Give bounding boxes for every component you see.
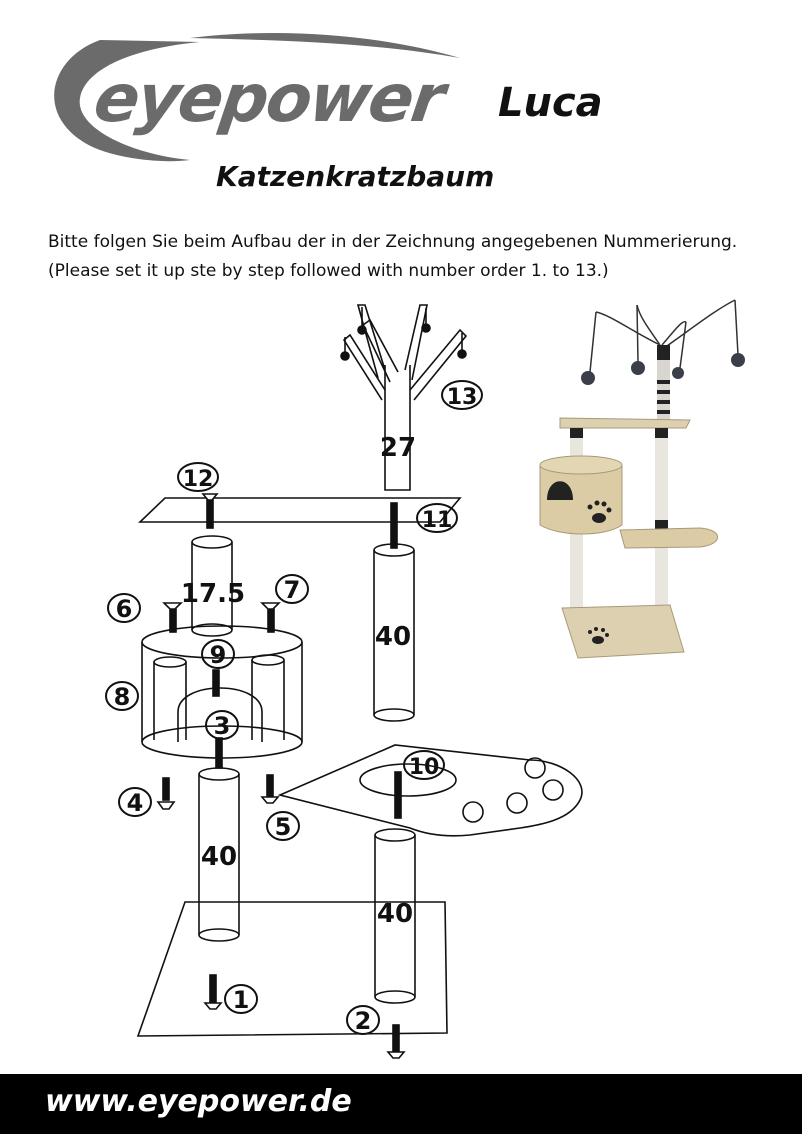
step-number-10: 10 [408, 755, 440, 780]
screw-3 [216, 738, 222, 768]
model-name: Luca [498, 80, 603, 126]
post-label-top: 27 [379, 433, 417, 463]
step-number-12: 12 [182, 467, 214, 492]
screw-4 [163, 778, 169, 800]
post-label-right-upper: 40 [374, 622, 412, 652]
screw-1 [210, 975, 216, 1003]
step-number-3: 3 [213, 712, 231, 740]
screw-11 [391, 503, 397, 548]
screw-10 [395, 772, 401, 818]
post-label-lower-left: 40 [200, 842, 238, 872]
screw-6 [170, 606, 176, 632]
footer-bar [0, 1074, 802, 1134]
post-label-small: 17.5 [180, 579, 246, 609]
assembly-diagram [100, 290, 600, 1070]
step-number-5: 5 [274, 813, 292, 841]
step-number-9: 9 [209, 641, 227, 669]
step-number-6: 6 [115, 595, 133, 623]
screw-9 [213, 670, 219, 696]
product-photo [528, 292, 748, 662]
instructions-text [48, 228, 788, 286]
step-number-13: 13 [446, 385, 478, 410]
post-label-lower-right: 40 [376, 899, 414, 929]
screw-12 [207, 498, 213, 528]
screw-5 [267, 775, 273, 797]
screw-7 [268, 606, 274, 632]
upper-platform [140, 498, 460, 522]
brand-logo-text: eyepower [89, 60, 448, 137]
step-number-11: 11 [421, 508, 453, 533]
screw-2 [393, 1025, 399, 1052]
step-number-2: 2 [354, 1007, 372, 1035]
product-subtitle: Katzenkratzbaum [216, 160, 495, 193]
step-number-4: 4 [126, 789, 144, 817]
step-number-8: 8 [113, 683, 131, 711]
instruction-line-german: Bitte folgen Sie beim Aufbau der in der Zeichnung angegebenen Nummerierung. [48, 232, 738, 252]
step-number-1: 1 [232, 986, 250, 1014]
instruction-line-english: (Please set it up ste by step followed with number order 1. to 13.) [48, 261, 609, 281]
step-number-7: 7 [283, 576, 301, 604]
website-url: www.eyepower.de [45, 1084, 352, 1119]
